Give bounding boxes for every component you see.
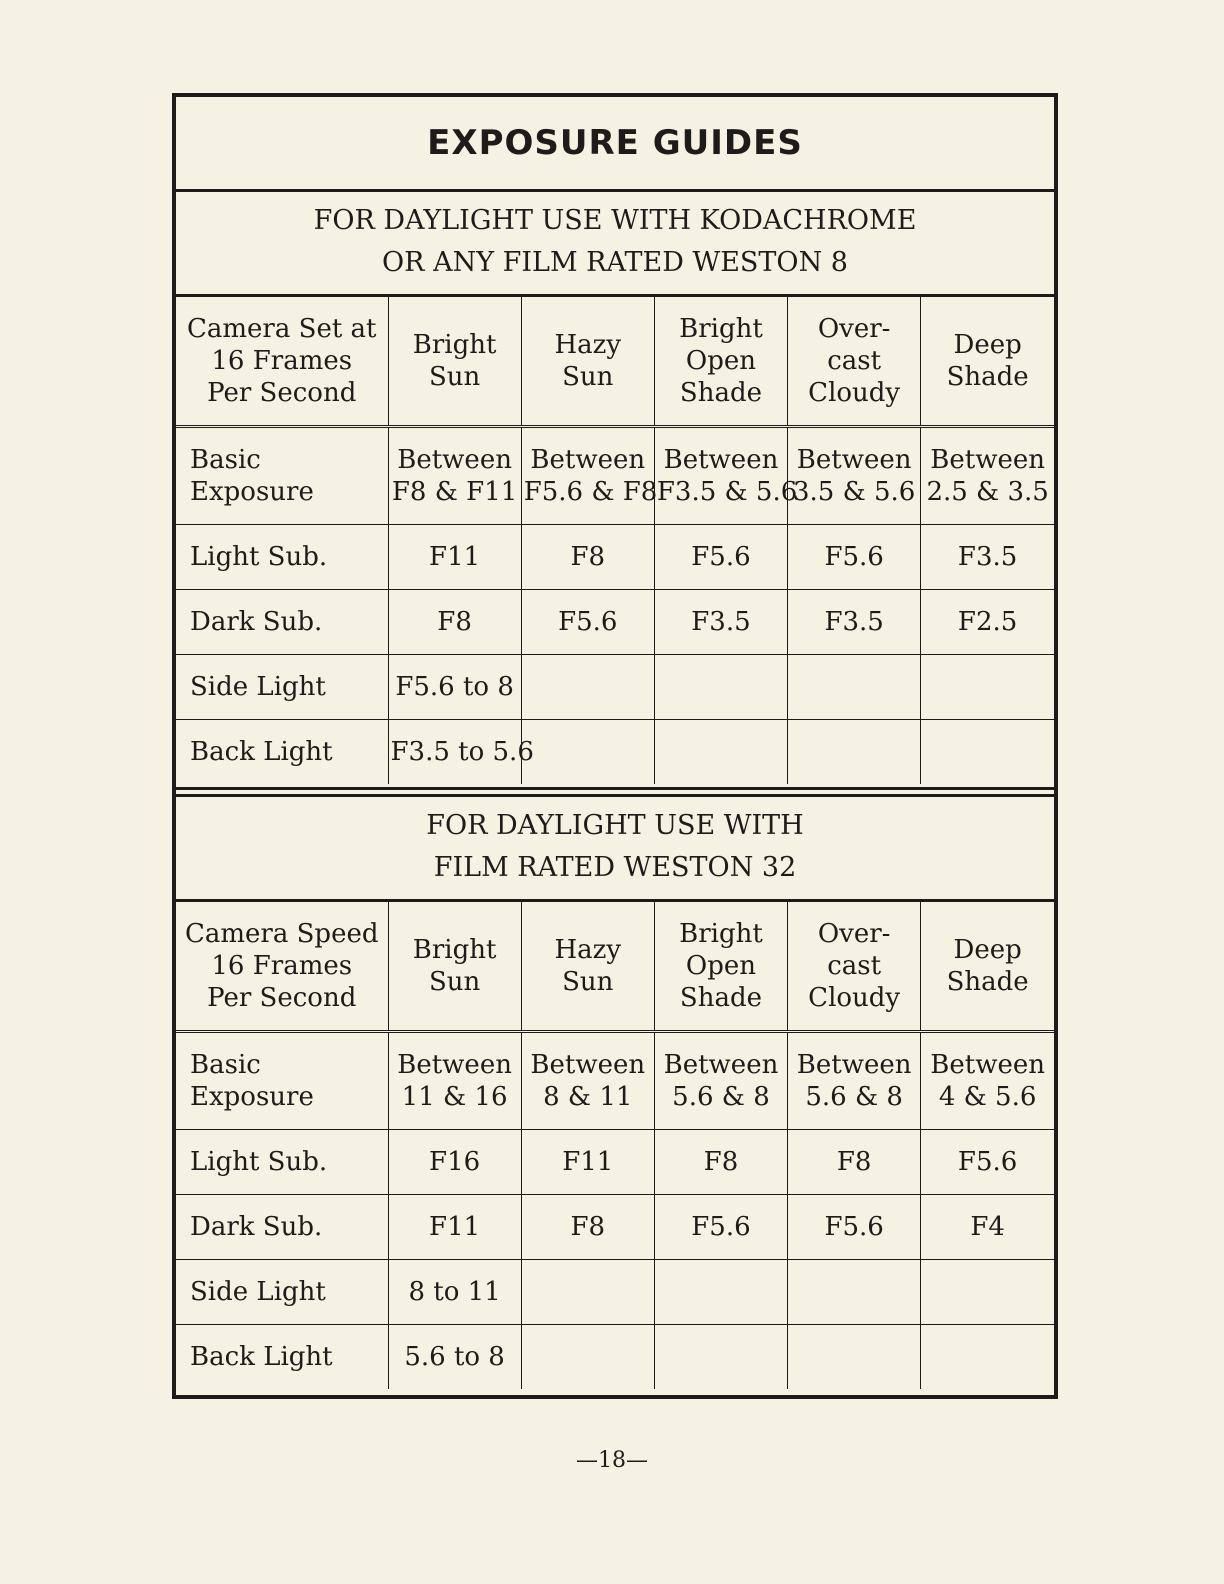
cell-text: F5.6 [824,1212,884,1242]
section-divider [176,787,1054,797]
aperture-cell [788,1325,921,1390]
table-row [176,525,1054,590]
row-label [176,525,388,590]
aperture-cell [788,427,921,525]
table-row [176,1032,1054,1130]
aperture-cell [654,427,798,525]
aperture-cell [521,1130,654,1195]
header-text: Over- [817,314,891,344]
cell-text: Between [930,1050,1045,1080]
cell-text: F4 [970,1212,1005,1242]
cell-text: Side Light [190,1277,326,1307]
table-header-row [176,297,1054,427]
aperture-cell [921,1195,1054,1260]
cell-text: F5.6 [558,607,618,637]
header-text: Deep [953,330,1022,360]
table-row [176,720,1054,785]
aperture-cell [654,525,787,590]
cell-text: 5.6 & 8 [672,1082,770,1112]
header-text: Per Second [207,378,357,408]
header-text: Camera Set at [187,314,377,344]
aperture-cell [388,655,521,720]
cell-text: F11 [429,1212,481,1242]
cell-text: Dark Sub. [190,607,323,637]
cell-text: F3.5 [824,607,884,637]
aperture-cell [654,655,787,720]
cell-text: F3.5 & 5.6 [656,477,798,507]
aperture-cell [521,1260,654,1325]
table-row [176,655,1054,720]
cell-text: F5.6 [957,1147,1018,1177]
cell-text: Between [796,445,912,475]
aperture-cell [521,1325,654,1390]
cell-text: 5.6 to 8 [404,1342,505,1372]
row-label [176,1032,388,1130]
row-label [176,427,388,525]
header-text: Shade [946,967,1029,997]
row-label [176,1325,388,1390]
aperture-cell [921,525,1054,590]
table-row [176,1195,1054,1260]
cell-text: F11 [429,542,481,572]
table-row [176,427,1054,525]
table-row [176,1325,1054,1390]
aperture-cell [654,590,787,655]
cell-text: Back Light [190,737,333,767]
aperture-cell [921,655,1054,720]
header-camera-setting [176,902,388,1032]
cell-text: F8 [570,1212,606,1242]
header-text: Camera Speed [184,919,379,949]
cell-text: Basic [190,445,261,475]
cell-text: F3.5 [691,607,751,637]
cell-text: Exposure [190,477,314,507]
header-light-condition [921,902,1054,1032]
table-header-row [176,902,1054,1032]
section-heading-line: OR ANY FILM RATED WESTON 8 [382,247,848,278]
cell-text: F5.6 [824,542,884,572]
section-heading-line: FOR DAYLIGHT USE WITH KODACHROME [313,205,917,236]
cell-text: F5.6 & F8 [523,477,658,507]
aperture-cell [654,720,787,785]
row-label [176,1195,388,1260]
header-text: Sun [562,967,614,997]
exposure-table [176,297,1054,784]
aperture-cell [921,590,1054,655]
cell-text: 5.6 & 8 [805,1082,903,1112]
aperture-cell [654,1325,787,1390]
cell-text: F8 & F11 [391,477,518,507]
aperture-cell [788,1130,921,1195]
aperture-cell [921,1325,1054,1390]
aperture-cell [921,1032,1054,1130]
aperture-cell [788,590,921,655]
page-number: —18— [576,1448,648,1473]
header-light-condition [388,297,521,427]
cell-text: F5.6 [691,1212,751,1242]
cell-text: F8 [570,542,606,572]
table-row [176,1130,1054,1195]
header-light-condition [388,902,521,1032]
cell-text: Between [663,1050,779,1080]
header-text: Bright [412,330,497,360]
aperture-cell [521,655,654,720]
aperture-cell [788,1195,921,1260]
cell-text: 4 & 5.6 [938,1082,1037,1112]
aperture-cell [788,525,921,590]
section-weston-32 [176,797,1054,1389]
aperture-cell [388,525,521,590]
cell-text: F16 [429,1147,481,1177]
exposure-guide-frame [172,93,1058,1399]
header-light-condition [521,902,654,1032]
aperture-cell [388,1260,521,1325]
cell-text: Basic [190,1050,261,1080]
header-text: Bright [679,919,763,949]
page-title: EXPOSURE GUIDES [176,97,1054,192]
cell-text: Between [397,1050,512,1080]
header-text: Bright [412,935,497,965]
header-light-condition [654,902,787,1032]
row-label [176,720,388,785]
header-light-condition [654,297,787,427]
aperture-cell [788,655,921,720]
aperture-cell [521,525,654,590]
header-text: Sun [428,967,481,997]
header-light-condition [788,297,921,427]
cell-text: F2.5 [957,607,1018,637]
aperture-cell [921,720,1054,785]
header-text: Open [685,346,757,376]
cell-text: 2.5 & 3.5 [926,477,1049,507]
cell-text: 3.5 & 5.6 [792,477,916,507]
section-heading [176,797,1054,902]
aperture-cell [388,590,521,655]
cell-text: Dark Sub. [190,1212,323,1242]
aperture-cell [921,1130,1054,1195]
row-label [176,590,388,655]
cell-text: F5.6 [691,542,751,572]
header-text: Sun [428,362,481,392]
header-light-condition [788,902,921,1032]
cell-text: F8 [703,1147,739,1177]
row-label [176,655,388,720]
table-row [176,1260,1054,1325]
table-body [176,1032,1054,1390]
section-weston-8 [176,192,1054,784]
header-text: 16 Frames [211,951,353,981]
header-text: Cloudy [808,983,901,1013]
aperture-cell [521,720,654,785]
exposure-table [176,902,1054,1389]
aperture-cell [521,1195,654,1260]
section-heading-line: FOR DAYLIGHT USE WITH [426,810,804,841]
cell-text: 8 & 11 [543,1082,633,1112]
aperture-cell [521,590,654,655]
header-text: Shade [679,378,763,408]
aperture-cell [788,1260,921,1325]
header-text: 16 Frames [211,346,353,376]
header-text: Bright [679,314,763,344]
cell-text: F3.5 to 5.6 [390,737,534,767]
cell-text: F3.5 [957,542,1018,572]
cell-text: Exposure [190,1082,314,1112]
aperture-cell [921,427,1054,525]
aperture-cell [788,720,921,785]
aperture-cell [654,1032,787,1130]
section-heading [176,192,1054,297]
aperture-cell [388,427,521,525]
header-text: Shade [679,983,763,1013]
header-camera-setting [176,297,388,427]
header-text: cast [827,346,882,376]
row-label [176,1260,388,1325]
cell-text: Side Light [190,672,326,702]
cell-text: F8 [836,1147,872,1177]
cell-text: Back Light [190,1342,333,1372]
table-body [176,427,1054,785]
header-light-condition [521,297,654,427]
header-text: Deep [953,935,1022,965]
aperture-cell [388,1195,521,1260]
aperture-cell [921,1260,1054,1325]
cell-text: Between [530,1050,646,1080]
header-text: Over- [817,919,891,949]
cell-text: Between [796,1050,912,1080]
cell-text: F5.6 to 8 [395,672,514,702]
row-label [176,1130,388,1195]
header-light-condition [921,297,1054,427]
cell-text: F8 [437,607,472,637]
aperture-cell [788,1032,921,1130]
aperture-cell [654,1260,787,1325]
cell-text: Between [397,445,512,475]
aperture-cell [388,1032,521,1130]
aperture-cell [388,1325,521,1390]
table-row [176,590,1054,655]
aperture-cell [521,427,658,525]
aperture-cell [388,720,534,785]
header-text: Hazy [554,935,622,965]
aperture-cell [654,1130,787,1195]
aperture-cell [388,1130,521,1195]
header-text: Shade [946,362,1029,392]
cell-text: 11 & 16 [401,1082,508,1112]
header-text: Sun [562,362,614,392]
cell-text: Light Sub. [190,1147,328,1177]
header-text: cast [827,951,882,981]
header-text: Open [685,951,757,981]
aperture-cell [521,1032,654,1130]
cell-text: Light Sub. [190,542,328,572]
header-text: Cloudy [808,378,901,408]
cell-text: Between [663,445,779,475]
header-text: Hazy [554,330,622,360]
cell-text: 8 to 11 [408,1277,501,1307]
cell-text: Between [930,445,1045,475]
header-text: Per Second [207,983,357,1013]
section-heading-line: FILM RATED WESTON 32 [433,852,797,883]
cell-text: F11 [562,1147,614,1177]
cell-text: Between [530,445,646,475]
aperture-cell [654,1195,787,1260]
